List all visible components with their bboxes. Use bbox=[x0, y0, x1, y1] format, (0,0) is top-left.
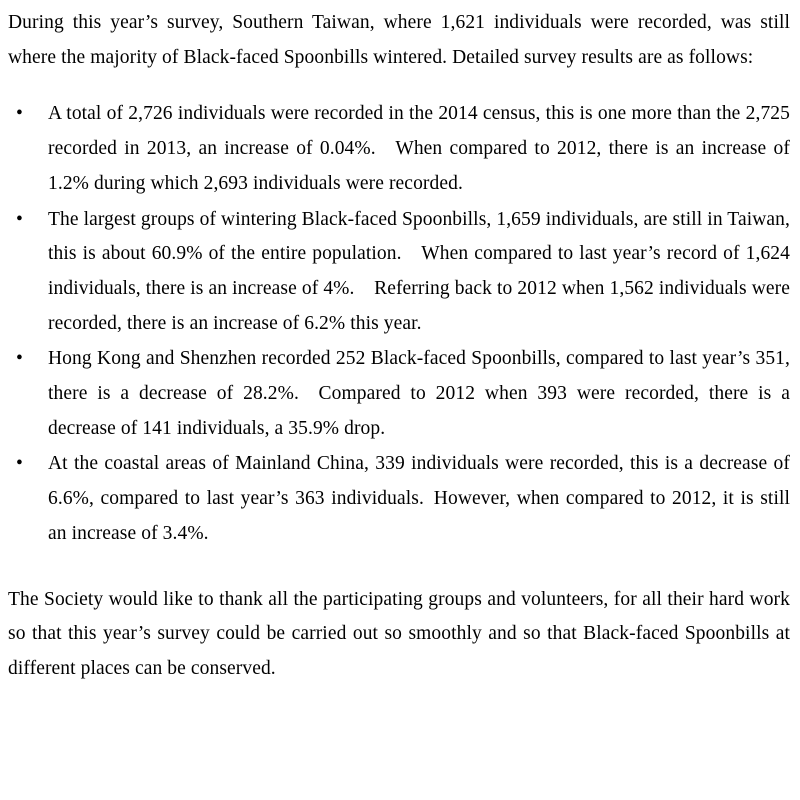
list-item bbox=[8, 342, 790, 446]
bullet-icon: • bbox=[16, 453, 23, 475]
list-item-text: The largest groups of wintering Black-faced Spoonbills, 1,659 individuals, are still in Taiwan, this is about 60.9% of the entire population. When compared to last year’s record of 1,624 individuals, there is an increase of 4%. Referring back to 2012 when 1,562 individuals were recorded, there is an increase of 6.2% this year. bbox=[48, 208, 790, 334]
intro-paragraph: During this year’s survey, Southern Taiwan, where 1,621 individuals were recorded, was still where the majority of Black-faced Spoonbills wintered. Detailed survey results are as follows: bbox=[8, 12, 790, 68]
list-item bbox=[8, 447, 790, 551]
list-item-text: A total of 2,726 individuals were recorded in the 2014 census, this is one more than the 2,725 recorded in 2013, an increase of 0.04%. When compared to 2012, there is an increase of 1.2% during which 2,693 individuals were recorded. bbox=[48, 103, 790, 194]
paragraph-spacer bbox=[8, 75, 790, 97]
bullet-icon: • bbox=[16, 103, 23, 125]
list-item bbox=[8, 203, 790, 342]
bullet-icon: • bbox=[16, 348, 23, 370]
survey-results-list bbox=[8, 97, 790, 551]
bullet-icon: • bbox=[16, 208, 23, 230]
list-item-text: Hong Kong and Shenzhen recorded 252 Black-faced Spoonbills, compared to last year’s 351, there is a decrease of 28.2%. Compared to 2012 when 393 were recorded, there is a decrease of 141 individuals, a 35.9% drop. bbox=[48, 348, 790, 439]
section-spacer bbox=[8, 553, 790, 583]
closing-paragraph: The Society would like to thank all the participating groups and volunteers, for all their hard work so that this year’s survey could be carried out so smoothly and so that Black-faced Spoonbills at different places can be conserved. bbox=[8, 588, 790, 679]
list-item-text: At the coastal areas of Mainland China, 339 individuals were recorded, this is a decrease of 6.6%, compared to last year’s 363 individuals. However, when compared to 2012, it is still an increase of 3.4%. bbox=[48, 453, 790, 544]
list-item bbox=[8, 97, 790, 201]
